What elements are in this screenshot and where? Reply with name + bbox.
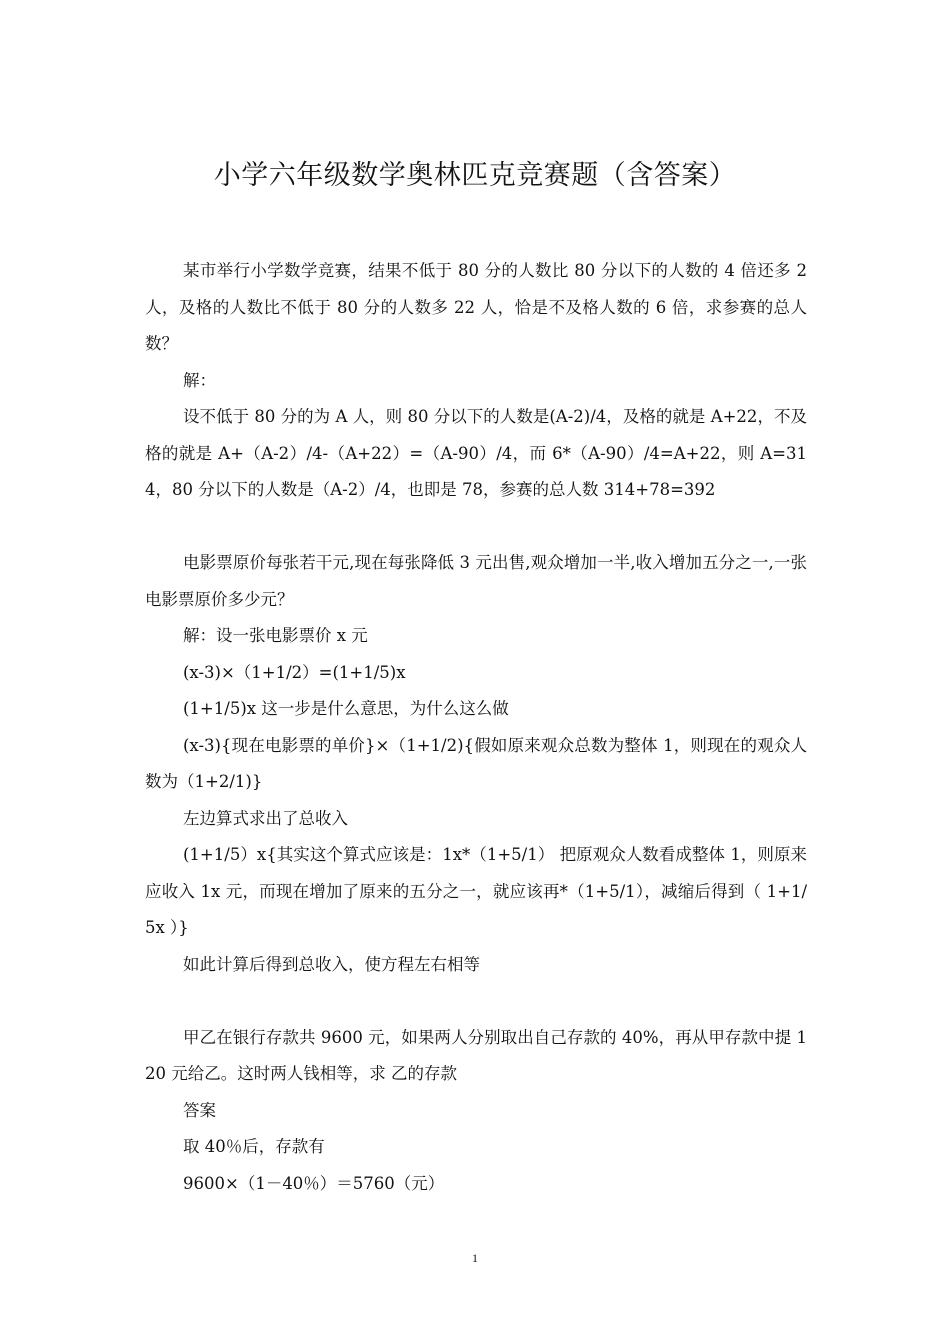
- problem-2-line-2: (x-3)×（1+1/2）=(1+1/5)x: [183, 662, 406, 682]
- problem-2-question: 电影票原价每张若干元,现在每张降低 3 元出售,观众增加一半,收入增加五分之一,一张电影票原价多少元？: [145, 553, 807, 609]
- problem-2-line-7: 如此计算后得到总收入，使方程左右相等: [183, 954, 480, 974]
- problem-3-line-1: 取 40％后，存款有: [183, 1137, 325, 1156]
- problem-2-line-6: (1+1/5）x{其实这个算式应该是：1x*（1+5/1） 把原观众人数看成整体 1，则原来应收入 1x 元，而现在增加了原来的五分之一，就应该再*（1+5/1），减缩后得到（ 1+1/5x ）}: [145, 845, 807, 937]
- paragraph-gap: [145, 983, 807, 1020]
- problem-3-question: 甲乙在银行存款共 9600 元，如果两人分别取出自己存款的 40%，再从甲存款中提 120 元给乙。这时两人钱相等，求 乙的存款: [145, 1027, 807, 1083]
- problem-3-line-2: 9600×（1－40％）＝5760（元）: [183, 1173, 445, 1193]
- problem-1-solution: 设不低于 80 分的为 A 人，则 80 分以下的人数是(A-2)/4，及格的就是 A+22，不及格的就是 A+（A-2）/4-（A+22）=（A-90）/4，而 6*（A-90）/4=A+22，则 A=314，80 分以下的人数是（A-2）/4，也即是 78，参赛的总人数 314+78=392: [145, 407, 807, 499]
- problem-2-line-3: (1+1/5)x 这一步是什么意思，为什么这么做: [183, 699, 509, 718]
- problem-2-line-4: (x-3){现在电影票的单价}×（1+1/2){假如原来观众总数为整体 1，则现在的观众人数为（1+2/1)}: [145, 735, 807, 791]
- problem-3-answer-label: 答案: [183, 1100, 216, 1120]
- problem-2-line-5: 左边算式求出了总收入: [183, 808, 348, 828]
- paragraph-gap: [145, 509, 807, 546]
- problem-1-solution-label: 解：: [183, 370, 216, 390]
- problem-1-question: 某市举行小学数学竞赛，结果不低于 80 分的人数比 80 分以下的人数的 4 倍还多 2 人，及格的人数比不低于 80 分的人数多 22 人，恰是不及格人数的 6 倍，求参赛的总人数？: [145, 261, 807, 353]
- document-body: [145, 253, 807, 1202]
- problem-2-line-1: 解：设一张电影票价 x 元: [183, 626, 368, 645]
- page-number: 1: [472, 1251, 478, 1265]
- document-title: 小学六年级数学奥林匹克竞赛题（含答案）: [213, 160, 737, 191]
